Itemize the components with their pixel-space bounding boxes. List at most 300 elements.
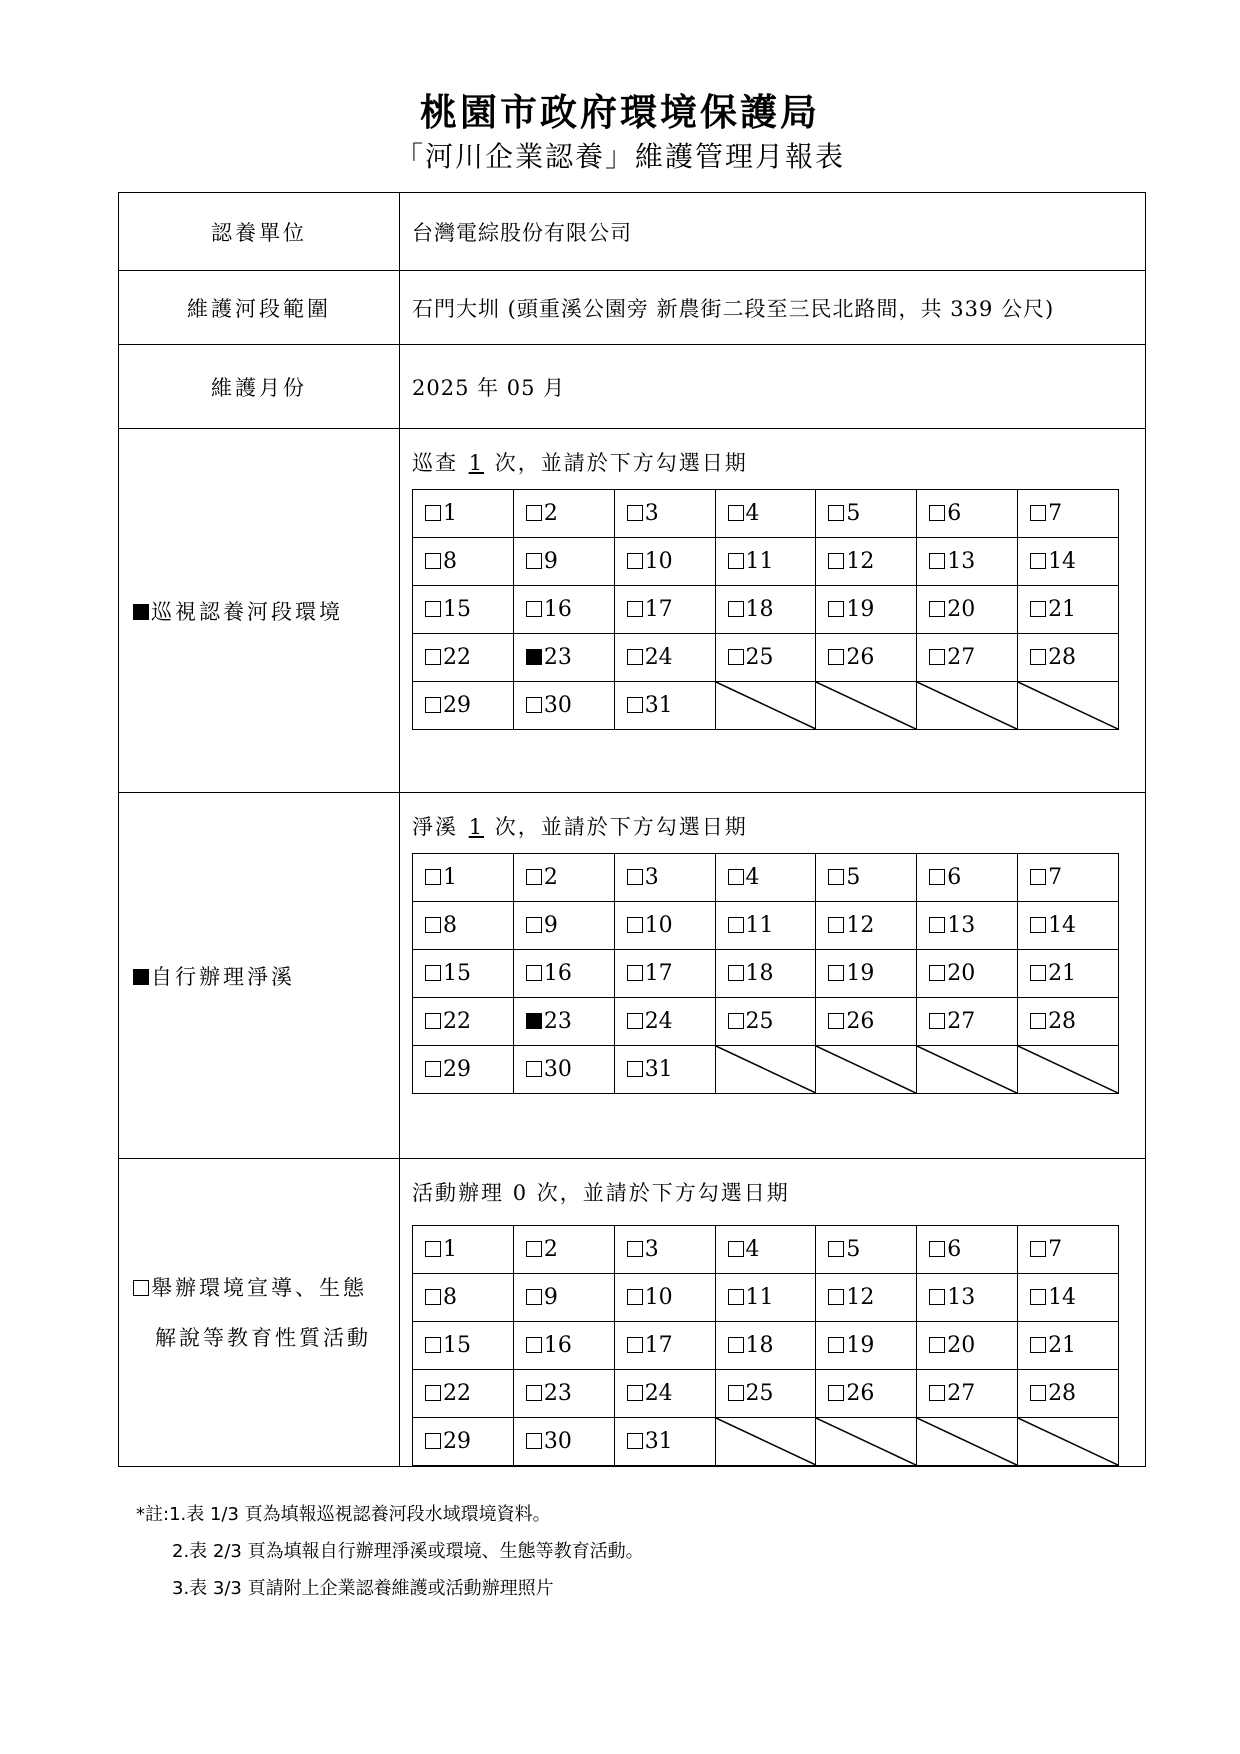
date-row bbox=[413, 1274, 1119, 1322]
day-cell[interactable] bbox=[917, 634, 1018, 682]
day-checkbox[interactable] bbox=[828, 1013, 844, 1029]
day-cell[interactable] bbox=[413, 538, 514, 586]
day-checkbox[interactable] bbox=[627, 649, 643, 665]
day-cell[interactable] bbox=[917, 902, 1018, 950]
section-instruction bbox=[400, 793, 1145, 853]
day-cell[interactable] bbox=[917, 1274, 1018, 1322]
day-cell[interactable] bbox=[715, 1274, 816, 1322]
date-grid bbox=[412, 489, 1119, 730]
section-patrol bbox=[119, 429, 1146, 793]
instruction-pre: 巡查 bbox=[412, 451, 458, 475]
day-checkbox[interactable] bbox=[526, 917, 542, 933]
day-number: 12 bbox=[846, 913, 875, 938]
empty-day-cell bbox=[715, 1046, 816, 1094]
note-2: 2.表 2/3 頁為填報自行辦理淨溪或環境、生態等教育活動。 bbox=[172, 1541, 644, 1562]
section-instruction bbox=[400, 1159, 1145, 1225]
day-checkbox[interactable] bbox=[929, 869, 945, 885]
day-number: 6 bbox=[947, 501, 962, 526]
range-label: 維護河段範圍 bbox=[119, 271, 400, 345]
day-checkbox[interactable] bbox=[627, 505, 643, 521]
note-1: *註:1.表 1/3 頁為填報巡視認養河段水域環境資料。 bbox=[136, 1504, 551, 1525]
day-number: 5 bbox=[846, 865, 861, 890]
day-cell[interactable] bbox=[513, 1322, 614, 1370]
empty-day-cell bbox=[1018, 1418, 1119, 1466]
day-cell[interactable] bbox=[917, 1322, 1018, 1370]
day-number: 14 bbox=[1048, 913, 1077, 938]
day-checkbox[interactable] bbox=[627, 965, 643, 981]
day-number: 7 bbox=[1048, 501, 1063, 526]
day-cell[interactable] bbox=[715, 1370, 816, 1418]
day-cell[interactable] bbox=[413, 854, 514, 902]
day-checkbox[interactable] bbox=[425, 917, 441, 933]
day-number: 20 bbox=[947, 1333, 976, 1358]
day-cell[interactable] bbox=[917, 490, 1018, 538]
day-number: 30 bbox=[543, 1429, 572, 1454]
day-checkbox[interactable] bbox=[627, 1337, 643, 1353]
day-checkbox[interactable] bbox=[627, 553, 643, 569]
day-cell[interactable] bbox=[1018, 902, 1119, 950]
day-checkbox[interactable] bbox=[929, 505, 945, 521]
day-cell[interactable] bbox=[413, 1418, 514, 1466]
day-cell[interactable] bbox=[413, 950, 514, 998]
day-cell[interactable] bbox=[1018, 1322, 1119, 1370]
day-cell[interactable] bbox=[816, 1226, 917, 1274]
day-checkbox[interactable] bbox=[425, 505, 441, 521]
day-cell[interactable] bbox=[413, 586, 514, 634]
day-checkbox[interactable] bbox=[929, 1289, 945, 1305]
day-checkbox[interactable] bbox=[425, 1385, 441, 1401]
empty-day-cell bbox=[715, 682, 816, 730]
day-checkbox[interactable] bbox=[526, 965, 542, 981]
day-cell[interactable] bbox=[413, 1274, 514, 1322]
day-checkbox[interactable] bbox=[526, 553, 542, 569]
day-checkbox[interactable] bbox=[526, 1241, 542, 1257]
date-grid bbox=[412, 1225, 1119, 1466]
day-cell[interactable] bbox=[816, 1274, 917, 1322]
day-checkbox[interactable] bbox=[828, 869, 844, 885]
section-label-cell bbox=[119, 1159, 400, 1467]
day-cell[interactable] bbox=[1018, 1226, 1119, 1274]
day-number: 31 bbox=[644, 1429, 673, 1454]
date-row bbox=[413, 538, 1119, 586]
instruction-pre: 活動辦理 bbox=[412, 1181, 504, 1205]
day-checkbox[interactable] bbox=[627, 917, 643, 933]
day-cell[interactable] bbox=[513, 586, 614, 634]
day-checkbox[interactable] bbox=[425, 1013, 441, 1029]
day-cell[interactable] bbox=[413, 634, 514, 682]
day-number: 9 bbox=[543, 549, 558, 574]
day-number: 21 bbox=[1048, 1333, 1077, 1358]
day-checkbox[interactable] bbox=[828, 1241, 844, 1257]
day-cell[interactable] bbox=[917, 1226, 1018, 1274]
day-checkbox[interactable] bbox=[1030, 1385, 1046, 1401]
day-checkbox[interactable] bbox=[627, 601, 643, 617]
day-number: 7 bbox=[1048, 1237, 1063, 1262]
day-number: 3 bbox=[644, 501, 659, 526]
empty-day-cell bbox=[816, 1046, 917, 1094]
day-cell[interactable] bbox=[816, 902, 917, 950]
day-cell[interactable] bbox=[513, 1274, 614, 1322]
day-cell[interactable] bbox=[816, 950, 917, 998]
day-cell[interactable] bbox=[715, 634, 816, 682]
day-cell[interactable] bbox=[917, 538, 1018, 586]
instruction-post: 次，並請於下方勾選日期 bbox=[494, 815, 748, 839]
note-3: 3.表 3/3 頁請附上企業認養維護或活動辦理照片 bbox=[172, 1578, 554, 1599]
day-number: 1 bbox=[443, 1237, 457, 1262]
range-row bbox=[119, 271, 1146, 345]
day-checkbox[interactable] bbox=[1030, 1013, 1046, 1029]
day-cell[interactable] bbox=[917, 586, 1018, 634]
day-number: 1 bbox=[443, 501, 457, 526]
day-checkbox[interactable] bbox=[1030, 601, 1046, 617]
day-number: 18 bbox=[745, 1333, 774, 1358]
day-checkbox[interactable] bbox=[627, 1433, 643, 1449]
section-label-cell bbox=[119, 429, 400, 793]
day-cell[interactable] bbox=[413, 1370, 514, 1418]
section-checkbox[interactable] bbox=[133, 969, 149, 985]
day-checkbox[interactable] bbox=[728, 553, 744, 569]
day-cell[interactable] bbox=[715, 902, 816, 950]
date-row bbox=[413, 950, 1119, 998]
section-content bbox=[400, 429, 1146, 793]
day-checkbox[interactable] bbox=[1030, 869, 1046, 885]
day-cell[interactable] bbox=[1018, 950, 1119, 998]
day-checkbox[interactable] bbox=[728, 1385, 744, 1401]
day-cell[interactable] bbox=[614, 538, 715, 586]
day-checkbox[interactable] bbox=[425, 1241, 441, 1257]
day-checkbox[interactable] bbox=[929, 965, 945, 981]
day-cell[interactable] bbox=[917, 854, 1018, 902]
day-checkbox[interactable] bbox=[526, 601, 542, 617]
day-checkbox[interactable] bbox=[627, 697, 643, 713]
day-checkbox[interactable] bbox=[929, 1241, 945, 1257]
day-checkbox[interactable] bbox=[728, 965, 744, 981]
day-checkbox[interactable] bbox=[828, 1385, 844, 1401]
day-cell[interactable] bbox=[1018, 538, 1119, 586]
day-cell[interactable] bbox=[917, 1370, 1018, 1418]
day-number: 28 bbox=[1048, 1009, 1077, 1034]
day-number: 26 bbox=[846, 1009, 875, 1034]
day-cell[interactable] bbox=[614, 1226, 715, 1274]
date-row bbox=[413, 586, 1119, 634]
day-number: 2 bbox=[543, 501, 558, 526]
day-checkbox[interactable] bbox=[929, 1337, 945, 1353]
day-cell[interactable] bbox=[816, 490, 917, 538]
footnotes bbox=[136, 1496, 644, 1607]
day-cell[interactable] bbox=[816, 998, 917, 1046]
day-checkbox[interactable] bbox=[425, 1433, 441, 1449]
day-number: 26 bbox=[846, 645, 875, 670]
section-label-wrap bbox=[133, 1263, 371, 1363]
day-cell[interactable] bbox=[1018, 1370, 1119, 1418]
section-label: 巡視認養河段環境 bbox=[151, 599, 343, 624]
day-checkbox[interactable] bbox=[425, 869, 441, 885]
day-checkbox[interactable] bbox=[728, 1241, 744, 1257]
day-checkbox[interactable] bbox=[425, 697, 441, 713]
empty-day-cell bbox=[816, 682, 917, 730]
section-label: 自行辦理淨溪 bbox=[151, 964, 295, 989]
day-cell[interactable] bbox=[715, 490, 816, 538]
day-checkbox[interactable] bbox=[627, 1013, 643, 1029]
day-number: 24 bbox=[644, 1381, 673, 1406]
date-row bbox=[413, 902, 1119, 950]
date-row bbox=[413, 1046, 1119, 1094]
day-number: 1 bbox=[443, 865, 457, 890]
day-number: 9 bbox=[543, 1285, 558, 1310]
day-cell[interactable] bbox=[513, 682, 614, 730]
day-checkbox[interactable] bbox=[728, 1289, 744, 1305]
day-checkbox[interactable] bbox=[526, 505, 542, 521]
section-label: 舉辦環境宣導、生態 bbox=[151, 1275, 367, 1300]
day-cell[interactable] bbox=[614, 1322, 715, 1370]
diagonal-slash bbox=[1018, 682, 1118, 729]
date-row bbox=[413, 490, 1119, 538]
day-cell[interactable] bbox=[513, 950, 614, 998]
page-title: 桃園市政府環境保護局 bbox=[420, 90, 820, 134]
day-number: 13 bbox=[947, 1285, 976, 1310]
day-cell[interactable] bbox=[816, 634, 917, 682]
day-checkbox[interactable] bbox=[1030, 505, 1046, 521]
instruction-post: 次，並請於下方勾選日期 bbox=[494, 451, 748, 475]
day-checkbox[interactable] bbox=[828, 505, 844, 521]
day-cell[interactable] bbox=[715, 998, 816, 1046]
day-number: 27 bbox=[947, 645, 976, 670]
day-cell[interactable] bbox=[715, 538, 816, 586]
empty-day-cell bbox=[917, 1046, 1018, 1094]
day-checkbox[interactable] bbox=[728, 505, 744, 521]
day-checkbox[interactable] bbox=[425, 965, 441, 981]
day-cell[interactable] bbox=[614, 1274, 715, 1322]
date-row bbox=[413, 682, 1119, 730]
day-checkbox[interactable] bbox=[627, 1061, 643, 1077]
instruction-post: 次，並請於下方勾選日期 bbox=[536, 1181, 790, 1205]
day-cell[interactable] bbox=[413, 998, 514, 1046]
day-checkbox[interactable] bbox=[929, 649, 945, 665]
day-checkbox[interactable] bbox=[526, 1433, 542, 1449]
day-checkbox[interactable] bbox=[1030, 1337, 1046, 1353]
day-checkbox[interactable] bbox=[1030, 965, 1046, 981]
day-cell[interactable] bbox=[816, 538, 917, 586]
day-cell[interactable] bbox=[1018, 634, 1119, 682]
day-checkbox[interactable] bbox=[627, 1289, 643, 1305]
day-cell[interactable] bbox=[614, 586, 715, 634]
day-number: 2 bbox=[543, 1237, 558, 1262]
day-checkbox[interactable] bbox=[929, 1385, 945, 1401]
day-checkbox[interactable] bbox=[828, 965, 844, 981]
day-cell[interactable] bbox=[715, 1226, 816, 1274]
day-checkbox[interactable] bbox=[929, 917, 945, 933]
day-number: 19 bbox=[846, 961, 875, 986]
day-number: 11 bbox=[745, 913, 774, 938]
day-cell[interactable] bbox=[513, 1370, 614, 1418]
section-instruction bbox=[400, 429, 1145, 489]
day-cell[interactable] bbox=[614, 854, 715, 902]
day-checkbox[interactable] bbox=[1030, 553, 1046, 569]
day-cell[interactable] bbox=[614, 1046, 715, 1094]
day-cell[interactable] bbox=[614, 682, 715, 730]
day-cell[interactable] bbox=[413, 1046, 514, 1094]
day-cell[interactable] bbox=[413, 682, 514, 730]
day-cell[interactable] bbox=[513, 634, 614, 682]
day-checkbox[interactable] bbox=[728, 869, 744, 885]
day-number: 28 bbox=[1048, 1381, 1077, 1406]
unit-value: 台灣電綜股份有限公司 bbox=[400, 193, 1146, 271]
day-cell[interactable] bbox=[816, 1370, 917, 1418]
diagonal-slash bbox=[716, 1418, 816, 1465]
day-cell[interactable] bbox=[917, 998, 1018, 1046]
day-checkbox[interactable] bbox=[828, 649, 844, 665]
day-number: 20 bbox=[947, 597, 976, 622]
day-cell[interactable] bbox=[614, 998, 715, 1046]
day-cell[interactable] bbox=[715, 1322, 816, 1370]
day-cell[interactable] bbox=[513, 1226, 614, 1274]
day-cell[interactable] bbox=[413, 490, 514, 538]
day-checkbox[interactable] bbox=[728, 601, 744, 617]
day-checkbox[interactable] bbox=[526, 1385, 542, 1401]
unit-label: 認養單位 bbox=[119, 193, 400, 271]
day-number: 25 bbox=[745, 1381, 774, 1406]
empty-day-cell bbox=[715, 1418, 816, 1466]
empty-day-cell bbox=[816, 1418, 917, 1466]
day-number: 23 bbox=[543, 1009, 572, 1034]
day-cell[interactable] bbox=[1018, 1274, 1119, 1322]
day-checkbox[interactable] bbox=[828, 1337, 844, 1353]
day-cell[interactable] bbox=[715, 854, 816, 902]
day-number: 30 bbox=[543, 693, 572, 718]
day-number: 11 bbox=[745, 549, 774, 574]
day-checkbox[interactable] bbox=[828, 601, 844, 617]
day-cell[interactable] bbox=[715, 950, 816, 998]
day-checkbox[interactable] bbox=[1030, 917, 1046, 933]
day-cell[interactable] bbox=[614, 902, 715, 950]
diagonal-slash bbox=[716, 1046, 816, 1093]
day-number: 28 bbox=[1048, 645, 1077, 670]
day-number: 27 bbox=[947, 1381, 976, 1406]
diagonal-slash bbox=[816, 1046, 916, 1093]
day-checkbox[interactable] bbox=[526, 1289, 542, 1305]
day-checkbox[interactable] bbox=[929, 1013, 945, 1029]
day-checkbox[interactable] bbox=[425, 601, 441, 617]
day-checkbox[interactable] bbox=[425, 1337, 441, 1353]
day-number: 6 bbox=[947, 865, 962, 890]
section-label-line2: 解說等教育性質活動 bbox=[155, 1325, 371, 1350]
day-checkbox[interactable] bbox=[828, 917, 844, 933]
day-checkbox[interactable] bbox=[526, 649, 542, 665]
day-checkbox[interactable] bbox=[526, 1061, 542, 1077]
day-checkbox[interactable] bbox=[728, 1013, 744, 1029]
day-cell[interactable] bbox=[1018, 490, 1119, 538]
day-checkbox[interactable] bbox=[1030, 1241, 1046, 1257]
day-cell[interactable] bbox=[614, 634, 715, 682]
day-cell[interactable] bbox=[513, 854, 614, 902]
day-cell[interactable] bbox=[1018, 998, 1119, 1046]
day-cell[interactable] bbox=[614, 490, 715, 538]
range-value: 石門大圳 (頭重溪公園旁 新農街二段至三民北路間，共 339 公尺) bbox=[400, 271, 1146, 345]
day-checkbox[interactable] bbox=[929, 553, 945, 569]
day-cell[interactable] bbox=[513, 902, 614, 950]
diagonal-slash bbox=[1018, 1046, 1118, 1093]
date-row bbox=[413, 1226, 1119, 1274]
day-number: 10 bbox=[644, 1285, 673, 1310]
day-cell[interactable] bbox=[513, 538, 614, 586]
day-cell[interactable] bbox=[513, 998, 614, 1046]
day-number: 30 bbox=[543, 1057, 572, 1082]
month-label: 維護月份 bbox=[119, 345, 400, 429]
section-checkbox[interactable] bbox=[133, 604, 149, 620]
day-checkbox[interactable] bbox=[425, 1289, 441, 1305]
day-checkbox[interactable] bbox=[828, 553, 844, 569]
day-checkbox[interactable] bbox=[526, 697, 542, 713]
day-checkbox[interactable] bbox=[1030, 649, 1046, 665]
unit-row bbox=[119, 193, 1146, 271]
day-cell[interactable] bbox=[917, 950, 1018, 998]
date-row bbox=[413, 1418, 1119, 1466]
day-cell[interactable] bbox=[1018, 586, 1119, 634]
day-checkbox[interactable] bbox=[627, 1241, 643, 1257]
day-checkbox[interactable] bbox=[627, 1385, 643, 1401]
day-cell[interactable] bbox=[1018, 854, 1119, 902]
day-cell[interactable] bbox=[816, 854, 917, 902]
section-checkbox[interactable] bbox=[133, 1280, 149, 1296]
day-cell[interactable] bbox=[413, 1226, 514, 1274]
day-number: 8 bbox=[443, 549, 457, 574]
day-cell[interactable] bbox=[614, 950, 715, 998]
instruction-pre: 淨溪 bbox=[412, 815, 458, 839]
instruction-count: 0 bbox=[512, 1181, 529, 1205]
day-cell[interactable] bbox=[715, 586, 816, 634]
day-checkbox[interactable] bbox=[929, 601, 945, 617]
day-checkbox[interactable] bbox=[526, 1013, 542, 1029]
day-cell[interactable] bbox=[816, 586, 917, 634]
day-number: 15 bbox=[443, 961, 471, 986]
day-checkbox[interactable] bbox=[526, 1337, 542, 1353]
day-checkbox[interactable] bbox=[425, 553, 441, 569]
day-cell[interactable] bbox=[614, 1418, 715, 1466]
day-number: 14 bbox=[1048, 1285, 1077, 1310]
day-checkbox[interactable] bbox=[728, 917, 744, 933]
day-cell[interactable] bbox=[614, 1370, 715, 1418]
day-cell[interactable] bbox=[513, 490, 614, 538]
day-number: 16 bbox=[543, 1333, 572, 1358]
day-number: 21 bbox=[1048, 597, 1077, 622]
day-checkbox[interactable] bbox=[526, 869, 542, 885]
day-checkbox[interactable] bbox=[627, 869, 643, 885]
instruction-count: 1 bbox=[468, 815, 485, 839]
day-checkbox[interactable] bbox=[425, 1061, 441, 1077]
day-checkbox[interactable] bbox=[425, 649, 441, 665]
day-number: 21 bbox=[1048, 961, 1077, 986]
day-cell[interactable] bbox=[413, 902, 514, 950]
day-cell[interactable] bbox=[816, 1322, 917, 1370]
month-row bbox=[119, 345, 1146, 429]
diagonal-slash bbox=[917, 1046, 1017, 1093]
day-number: 15 bbox=[443, 1333, 471, 1358]
day-number: 24 bbox=[644, 645, 673, 670]
day-cell[interactable] bbox=[513, 1418, 614, 1466]
instruction-count: 1 bbox=[468, 451, 485, 475]
diagonal-slash bbox=[816, 1418, 916, 1465]
day-number: 22 bbox=[443, 1381, 471, 1406]
day-number: 7 bbox=[1048, 865, 1063, 890]
day-checkbox[interactable] bbox=[728, 649, 744, 665]
day-cell[interactable] bbox=[513, 1046, 614, 1094]
day-checkbox[interactable] bbox=[728, 1337, 744, 1353]
day-cell[interactable] bbox=[413, 1322, 514, 1370]
day-checkbox[interactable] bbox=[1030, 1289, 1046, 1305]
day-number: 20 bbox=[947, 961, 976, 986]
day-number: 11 bbox=[745, 1285, 774, 1310]
day-checkbox[interactable] bbox=[828, 1289, 844, 1305]
